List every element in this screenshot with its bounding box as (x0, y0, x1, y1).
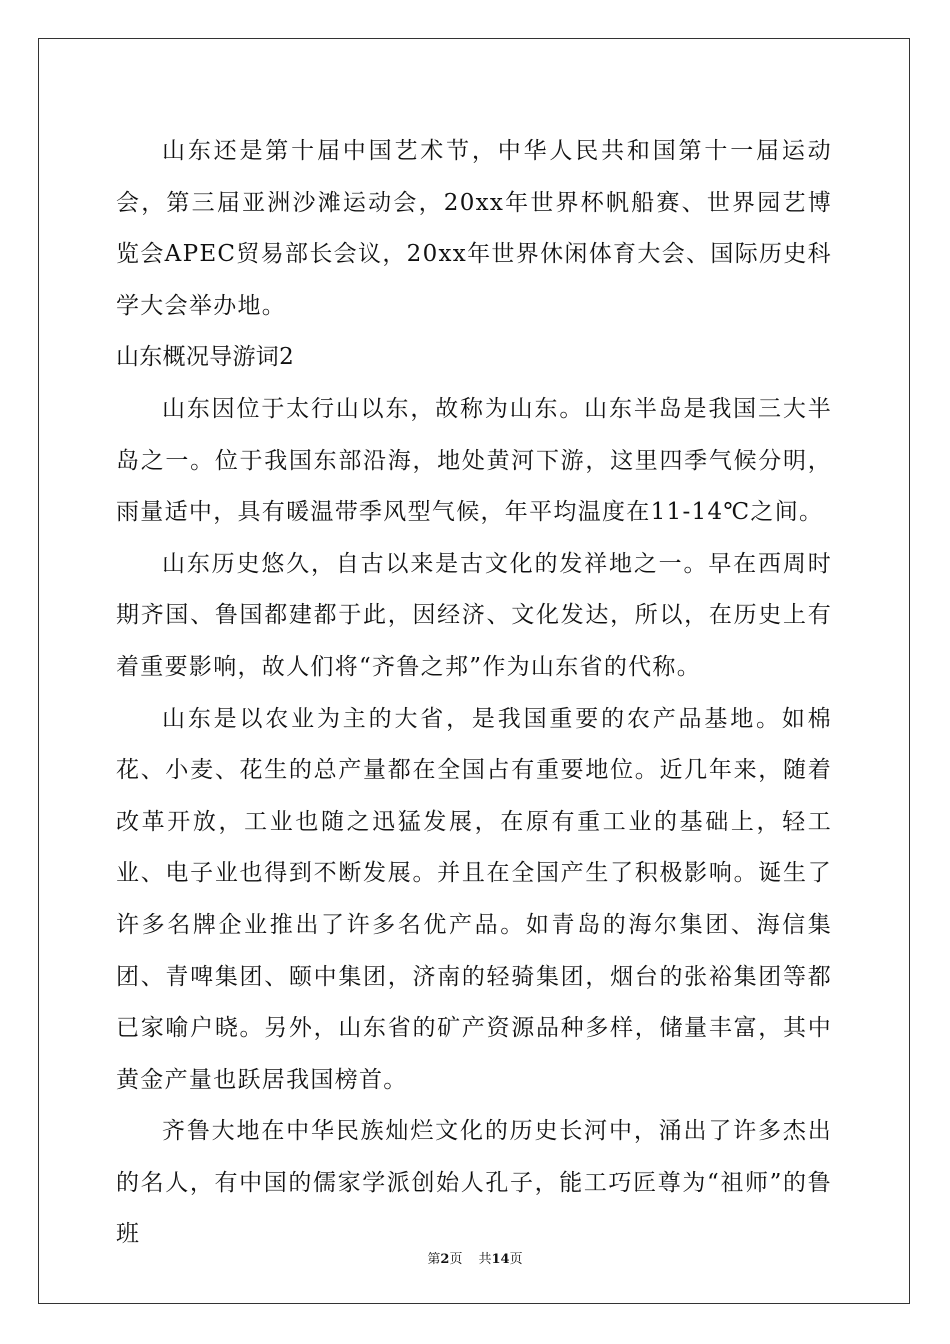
paragraph: 齐鲁大地在中华民族灿烂文化的历史长河中，涌出了许多杰出的名人，有中国的儒家学派创始人孔子，能工巧匠尊为“祖师”的鲁班 (116, 1118, 832, 1248)
total-suffix: 页 (509, 1252, 523, 1267)
paragraph: 山东因位于太行山以东，故称为山东。山东半岛是我国三大半岛之一。位于我国东部沿海，地处黄河下游，这里四季气候分明，雨量适中，具有暖温带季风型气候，年平均温度在11-14℃之间。 (116, 395, 832, 526)
paragraph: 山东还是第十届中国艺术节，中华人民共和国第十一届运动会，第三届亚洲沙滩运动会，20xx年世界杯帆船赛、世界园艺博览会APEC贸易部长会议，20xx年世界休闲体育大会、国际历史科学大会举办地。 (116, 138, 832, 319)
page-footer (0, 1248, 950, 1267)
total-prefix: 共 (478, 1252, 492, 1267)
section-heading: 山东概况导游词2 (116, 344, 295, 371)
page-prefix: 第 (427, 1252, 441, 1267)
paragraph: 山东是以农业为主的大省，是我国重要的农产品基地。如棉花、小麦、花生的总产量都在全国占有重要地位。近几年来，随着改革开放，工业也随之迅猛发展，在原有重工业的基础上，轻工业、电子业也得到不断发展。并且在全国产生了积极影响。诞生了许多名牌企业推出了许多名优产品。如青岛的海尔集团、海信集团、青啤集团、颐中集团，济南的轻骑集团，烟台的张裕集团等都已家喻户晓。另外，山东省的矿产资源品种多样，储量丰富，其中黄金产量也跃居我国榜首。 (116, 705, 832, 1093)
page-total: 14 (491, 1252, 510, 1267)
page-number: 2 (440, 1252, 450, 1267)
document-body (116, 126, 832, 1261)
paragraph: 山东历史悠久，自古以来是古文化的发祥地之一。早在西周时期齐国、鲁国都建都于此，因经济、文化发达，所以，在历史上有着重要影响，故人们将“齐鲁之邦”作为山东省的代称。 (116, 550, 832, 680)
page-suffix: 页 (449, 1252, 463, 1267)
